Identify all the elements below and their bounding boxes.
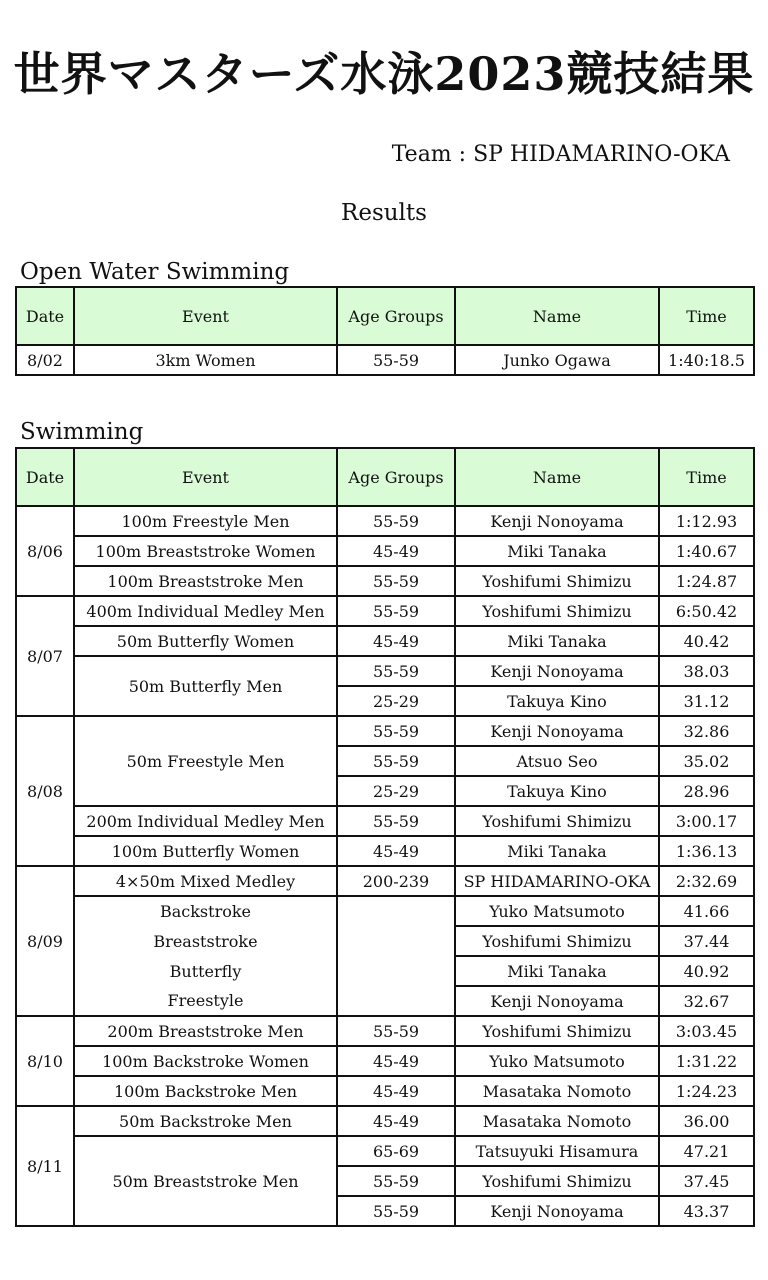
cell-name: Takuya Kino bbox=[455, 776, 659, 806]
cell-time: 1:24.23 bbox=[659, 1076, 754, 1106]
cell-date: 8/10 bbox=[16, 1016, 74, 1106]
cell-time: 43.37 bbox=[659, 1196, 754, 1226]
cell-name: Yoshifumi Shimizu bbox=[455, 806, 659, 836]
cell-event: 50m Butterfly Men bbox=[74, 656, 337, 716]
cell-name: Yoshifumi Shimizu bbox=[455, 566, 659, 596]
cell-name: Miki Tanaka bbox=[455, 836, 659, 866]
cell-event: 4×50m Mixed Medley bbox=[74, 866, 337, 896]
cell-time: 47.21 bbox=[659, 1136, 754, 1166]
cell-time: 37.44 bbox=[659, 926, 754, 956]
cell-leg: Breaststroke bbox=[74, 926, 337, 956]
table-row bbox=[16, 536, 754, 566]
cell-name: Kenji Nonoyama bbox=[455, 1196, 659, 1226]
cell-name: Yoshifumi Shimizu bbox=[455, 1016, 659, 1046]
cell-name: Yoshifumi Shimizu bbox=[455, 1166, 659, 1196]
cell-event: 100m Breaststroke Women bbox=[74, 536, 337, 566]
table-row bbox=[16, 345, 754, 375]
cell-name: Masataka Nomoto bbox=[455, 1076, 659, 1106]
cell-name: Kenji Nonoyama bbox=[455, 986, 659, 1016]
table-row bbox=[16, 656, 754, 686]
cell-time: 2:32.69 bbox=[659, 866, 754, 896]
header-age-groups: Age Groups bbox=[337, 287, 455, 345]
cell-name: Yuko Matsumoto bbox=[455, 1046, 659, 1076]
cell-name: Tatsuyuki Hisamura bbox=[455, 1136, 659, 1166]
header-name: Name bbox=[455, 287, 659, 345]
cell-event: 50m Breaststroke Men bbox=[74, 1136, 337, 1226]
cell-event: 200m Breaststroke Men bbox=[74, 1016, 337, 1046]
cell-event: 100m Breaststroke Men bbox=[74, 566, 337, 596]
cell-event: 50m Backstroke Men bbox=[74, 1106, 337, 1136]
cell-date: 8/11 bbox=[16, 1106, 74, 1226]
cell-time: 31.12 bbox=[659, 686, 754, 716]
table-row bbox=[16, 806, 754, 836]
cell-date: 8/09 bbox=[16, 866, 74, 1016]
cell-age-group: 55-59 bbox=[337, 345, 455, 375]
cell-age-group: 55-59 bbox=[337, 1016, 455, 1046]
cell-age-group: 55-59 bbox=[337, 506, 455, 536]
cell-age-group bbox=[337, 896, 455, 926]
cell-name: Masataka Nomoto bbox=[455, 1106, 659, 1136]
cell-event: 100m Backstroke Women bbox=[74, 1046, 337, 1076]
table-row bbox=[16, 1046, 754, 1076]
cell-time: 32.86 bbox=[659, 716, 754, 746]
cell-age-group: 45-49 bbox=[337, 626, 455, 656]
header-date: Date bbox=[16, 287, 74, 345]
header-date: Date bbox=[16, 448, 74, 506]
cell-time: 35.02 bbox=[659, 746, 754, 776]
table-row bbox=[16, 1136, 754, 1166]
cell-age-group: 25-29 bbox=[337, 686, 455, 716]
cell-age-group: 65-69 bbox=[337, 1136, 455, 1166]
cell-date: 8/07 bbox=[16, 596, 74, 716]
cell-age-group bbox=[337, 956, 455, 986]
page-title: 世界マスターズ水泳2023競技結果 bbox=[13, 47, 755, 101]
cell-time: 40.42 bbox=[659, 626, 754, 656]
swimming-table bbox=[15, 447, 755, 1227]
cell-leg: Butterfly bbox=[74, 956, 337, 986]
cell-age-group: 55-59 bbox=[337, 716, 455, 746]
cell-age-group: 45-49 bbox=[337, 1076, 455, 1106]
cell-age-group: 55-59 bbox=[337, 566, 455, 596]
table-row bbox=[16, 566, 754, 596]
header-time: Time bbox=[659, 287, 754, 345]
table-row bbox=[16, 1076, 754, 1106]
cell-leg: Freestyle bbox=[74, 986, 337, 1016]
cell-event: 100m Butterfly Women bbox=[74, 836, 337, 866]
cell-time: 38.03 bbox=[659, 656, 754, 686]
cell-name: Takuya Kino bbox=[455, 686, 659, 716]
table-row bbox=[16, 896, 754, 926]
cell-age-group: 45-49 bbox=[337, 1106, 455, 1136]
cell-age-group bbox=[337, 986, 455, 1016]
header-name: Name bbox=[455, 448, 659, 506]
cell-date: 8/02 bbox=[16, 345, 74, 375]
cell-name: Miki Tanaka bbox=[455, 626, 659, 656]
cell-time: 3:00.17 bbox=[659, 806, 754, 836]
open-water-table bbox=[15, 286, 755, 376]
cell-event: 3km Women bbox=[74, 345, 337, 375]
cell-name: Yoshifumi Shimizu bbox=[455, 596, 659, 626]
cell-age-group: 200-239 bbox=[337, 866, 455, 896]
cell-age-group: 55-59 bbox=[337, 806, 455, 836]
table-row bbox=[16, 986, 754, 1016]
table-header-row bbox=[16, 448, 754, 506]
cell-time: 28.96 bbox=[659, 776, 754, 806]
cell-event: 400m Individual Medley Men bbox=[74, 596, 337, 626]
table-row bbox=[16, 626, 754, 656]
table-row bbox=[16, 866, 754, 896]
cell-time: 1:24.87 bbox=[659, 566, 754, 596]
cell-name: Miki Tanaka bbox=[455, 956, 659, 986]
table-row bbox=[16, 716, 754, 746]
cell-name: Kenji Nonoyama bbox=[455, 716, 659, 746]
table-row bbox=[16, 956, 754, 986]
cell-event: 50m Butterfly Women bbox=[74, 626, 337, 656]
cell-age-group: 45-49 bbox=[337, 536, 455, 566]
cell-name: Yuko Matsumoto bbox=[455, 896, 659, 926]
table-row bbox=[16, 836, 754, 866]
open-water-heading: Open Water Swimming bbox=[20, 259, 290, 285]
cell-time: 40.92 bbox=[659, 956, 754, 986]
cell-age-group: 45-49 bbox=[337, 1046, 455, 1076]
cell-time: 3:03.45 bbox=[659, 1016, 754, 1046]
header-age-groups: Age Groups bbox=[337, 448, 455, 506]
table-row bbox=[16, 596, 754, 626]
cell-age-group: 55-59 bbox=[337, 656, 455, 686]
header-time: Time bbox=[659, 448, 754, 506]
cell-time: 6:50.42 bbox=[659, 596, 754, 626]
cell-time: 1:12.93 bbox=[659, 506, 754, 536]
team-name: Team : SP HIDAMARINO-OKA bbox=[391, 142, 730, 167]
cell-time: 41.66 bbox=[659, 896, 754, 926]
cell-time: 36.00 bbox=[659, 1106, 754, 1136]
cell-age-group: 45-49 bbox=[337, 836, 455, 866]
cell-date: 8/08 bbox=[16, 716, 74, 866]
cell-name: Kenji Nonoyama bbox=[455, 506, 659, 536]
cell-event: 200m Individual Medley Men bbox=[74, 806, 337, 836]
cell-leg: Backstroke bbox=[74, 896, 337, 926]
cell-age-group bbox=[337, 926, 455, 956]
header-event: Event bbox=[74, 448, 337, 506]
cell-time: 1:36.13 bbox=[659, 836, 754, 866]
cell-time: 1:31.22 bbox=[659, 1046, 754, 1076]
cell-name: Atsuo Seo bbox=[455, 746, 659, 776]
header-event: Event bbox=[74, 287, 337, 345]
cell-age-group: 55-59 bbox=[337, 1196, 455, 1226]
table-row bbox=[16, 506, 754, 536]
cell-event: 100m Backstroke Men bbox=[74, 1076, 337, 1106]
cell-event: 50m Freestyle Men bbox=[74, 716, 337, 806]
table-row bbox=[16, 926, 754, 956]
cell-time: 1:40:18.5 bbox=[659, 345, 754, 375]
results-heading: Results bbox=[341, 200, 427, 226]
table-row bbox=[16, 1016, 754, 1046]
cell-age-group: 25-29 bbox=[337, 776, 455, 806]
cell-name: Junko Ogawa bbox=[455, 345, 659, 375]
table-header-row bbox=[16, 287, 754, 345]
cell-name: Miki Tanaka bbox=[455, 536, 659, 566]
table-row bbox=[16, 1106, 754, 1136]
cell-date: 8/06 bbox=[16, 506, 74, 596]
cell-time: 32.67 bbox=[659, 986, 754, 1016]
cell-name: Kenji Nonoyama bbox=[455, 656, 659, 686]
cell-event: 100m Freestyle Men bbox=[74, 506, 337, 536]
swimming-heading: Swimming bbox=[20, 419, 144, 445]
cell-name: SP HIDAMARINO-OKA bbox=[455, 866, 659, 896]
cell-name: Yoshifumi Shimizu bbox=[455, 926, 659, 956]
cell-age-group: 55-59 bbox=[337, 746, 455, 776]
cell-time: 37.45 bbox=[659, 1166, 754, 1196]
cell-age-group: 55-59 bbox=[337, 1166, 455, 1196]
cell-age-group: 55-59 bbox=[337, 596, 455, 626]
cell-time: 1:40.67 bbox=[659, 536, 754, 566]
